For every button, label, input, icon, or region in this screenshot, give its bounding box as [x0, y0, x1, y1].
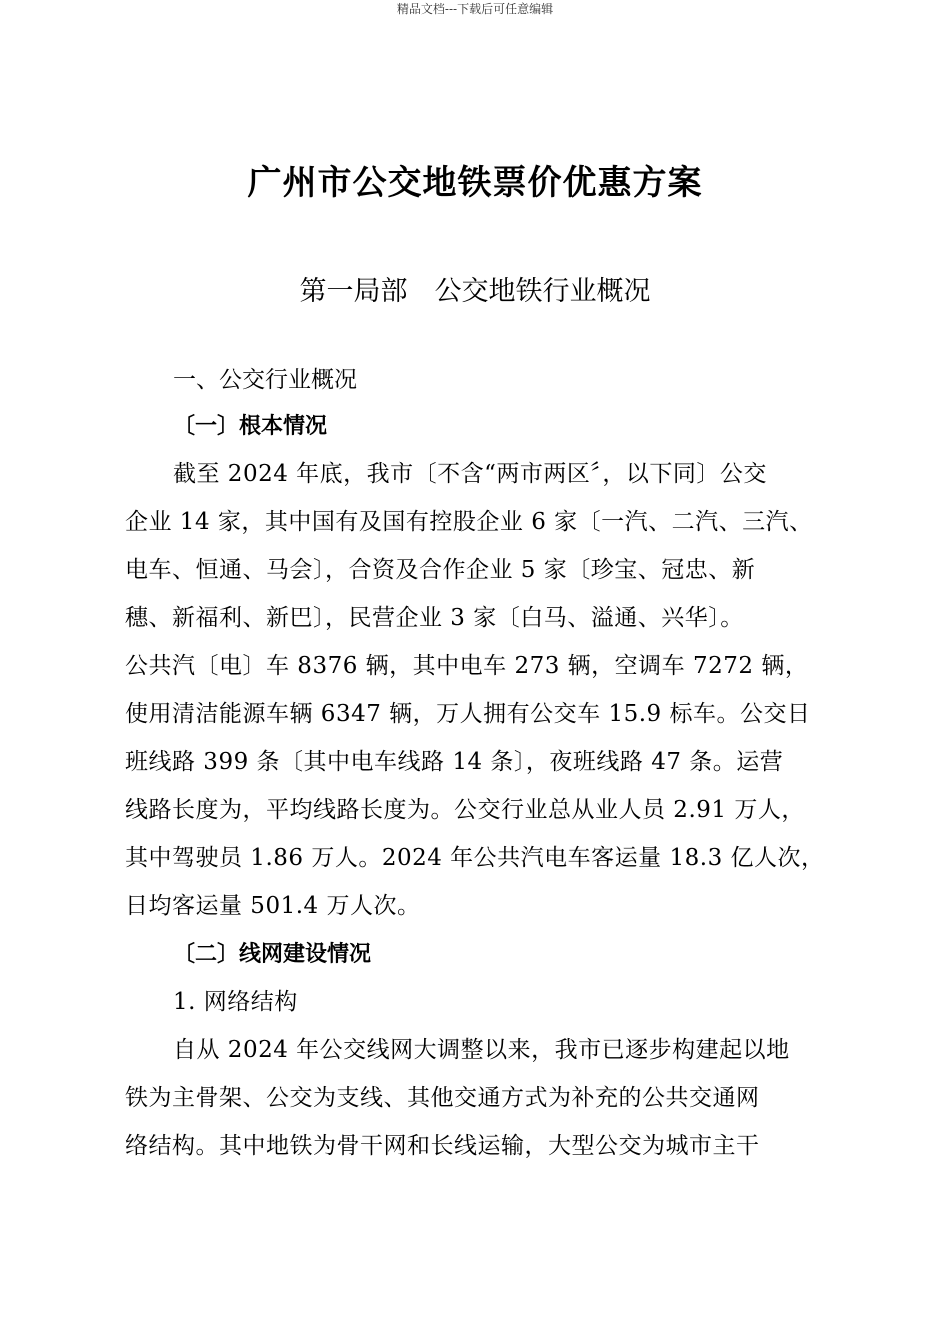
subsection-heading: 〔一〕根本情况: [173, 413, 328, 439]
paragraph-line: 铁为主骨架、公交为支线、其他交通方式为补充的公共交通网: [125, 1085, 760, 1111]
list-item-heading: 1. 网络结构: [173, 989, 298, 1015]
header-note: 精品文档---下载后可任意编辑: [396, 2, 554, 16]
paragraph-line: 企业 14 家，其中国有及国有控股企业 6 家〔一汽、二汽、三汽、: [125, 509, 813, 535]
paragraph-line: 其中驾驶员 1.86 万人。2024 年公共汽电车客运量 18.3 亿人次，: [125, 845, 825, 871]
part-title: 第一局部 公交地铁行业概况: [299, 276, 651, 307]
paragraph-line: 截至 2024 年底，我市〔不含“两市两区〞，以下同〕公交: [173, 461, 767, 487]
paragraph-line: 线路长度为，平均线路长度为。公交行业总从业人员 2.91 万人，: [125, 797, 805, 823]
paragraph-line: 日均客运量 501.4 万人次。: [125, 893, 421, 919]
paragraph-line: 公共汽〔电〕车 8376 辆，其中电车 273 辆，空调车 7272 辆，: [125, 653, 809, 679]
paragraph-line: 电车、恒通、马会〕，合资及合作企业 5 家〔珍宝、冠忠、新: [125, 557, 756, 583]
paragraph-line: 使用清洁能源车辆 6347 辆，万人拥有公交车 15.9 标车。公交日: [125, 701, 811, 727]
paragraph-line: 穗、新福利、新巴〕，民营企业 3 家〔白马、溢通、兴华〕。: [125, 605, 744, 631]
document-body: [125, 358, 830, 1170]
subsection-heading: 〔二〕线网建设情况: [173, 941, 372, 967]
document-title: 广州市公交地铁票价优惠方案: [247, 163, 703, 203]
section-heading: 一、公交行业概况: [173, 367, 357, 393]
paragraph-line: 自从 2024 年公交线网大调整以来，我市已逐步构建起以地: [173, 1037, 790, 1063]
paragraph-line: 络结构。其中地铁为骨干网和长线运输，大型公交为城市主干: [125, 1133, 760, 1159]
paragraph-line: 班线路 399 条〔其中电车线路 14 条〕，夜班线路 47 条。运营: [125, 749, 784, 775]
